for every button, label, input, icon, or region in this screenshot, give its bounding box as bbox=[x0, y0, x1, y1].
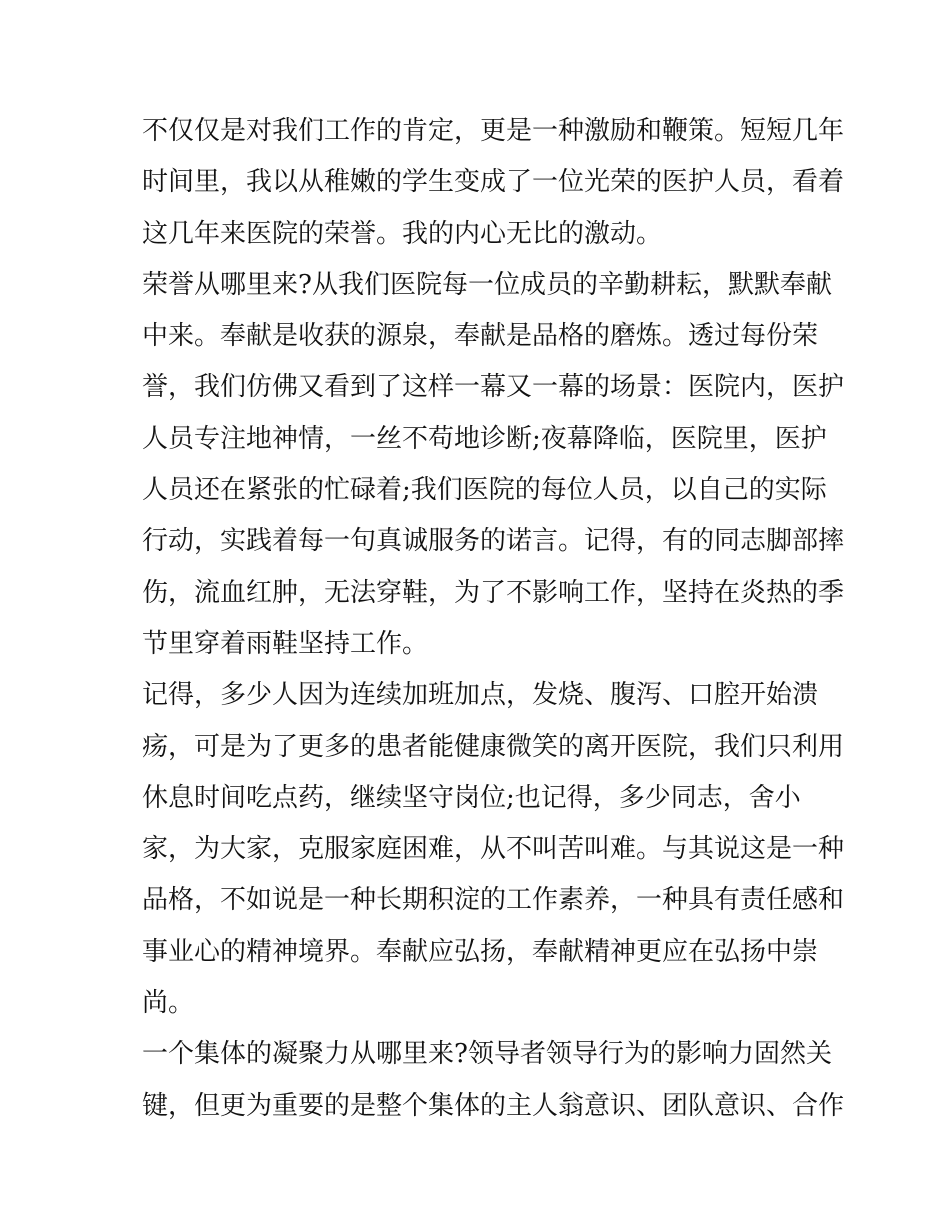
text-line: 休息时间吃点药，继续坚守岗位;也记得，多少同志，舍小 bbox=[142, 782, 801, 813]
text-line: 节里穿着雨鞋坚持工作。 bbox=[142, 628, 429, 659]
text-line: 这几年来医院的荣誉。我的内心无比的激动。 bbox=[142, 218, 663, 249]
text-line: 伤，流血红肿，无法穿鞋，为了不影响工作，坚持在炎热的季 bbox=[142, 577, 845, 608]
text-line: 键，但更为重要的是整个集体的主人翁意识、团队意识、合作 bbox=[142, 1090, 845, 1121]
text-line: 人员专注地神情，一丝不苟地诊断;夜幕降临，医院里，医护 bbox=[142, 423, 827, 454]
text-line: 事业心的精神境界。奉献应弘扬，奉献精神更应在弘扬中崇 bbox=[142, 936, 819, 967]
text-line: 家，为大家，克服家庭困难，从不叫苦叫难。与其说这是一种 bbox=[142, 834, 845, 865]
text-line: 品格，不如说是一种长期积淀的工作素养，一种具有责任感和 bbox=[142, 885, 845, 916]
text-line: 行动，实践着每一句真诚服务的诺言。记得，有的同志脚部摔 bbox=[142, 526, 845, 557]
text-line: 不仅仅是对我们工作的肯定，更是一种激励和鞭策。短短几年 bbox=[142, 116, 845, 146]
text-line: 记得，多少人因为连续加班加点，发烧、腹泻、口腔开始溃 bbox=[142, 680, 819, 711]
text-line: 荣誉从哪里来?从我们医院每一位成员的辛勤耕耘，默默奉献 bbox=[142, 269, 832, 300]
body-text bbox=[142, 106, 845, 1132]
text-line: 一个集体的凝聚力从哪里来?领导者领导行为的影响力固然关 bbox=[142, 1039, 832, 1070]
text-line: 时间里，我以从稚嫩的学生变成了一位光荣的医护人员，看着 bbox=[142, 167, 845, 198]
text-line: 人员还在紧张的忙碌着;我们医院的每位人员，以自己的实际 bbox=[142, 475, 827, 506]
text-line: 尚。 bbox=[142, 988, 195, 1019]
text-line: 疡，可是为了更多的患者能健康微笑的离开医院，我们只利用 bbox=[142, 731, 845, 762]
text-line: 中来。奉献是收获的源泉，奉献是品格的磨炼。透过每份荣 bbox=[142, 321, 819, 352]
text-line: 誉，我们仿佛又看到了这样一幕又一幕的场景：医院内，医护 bbox=[142, 372, 845, 403]
